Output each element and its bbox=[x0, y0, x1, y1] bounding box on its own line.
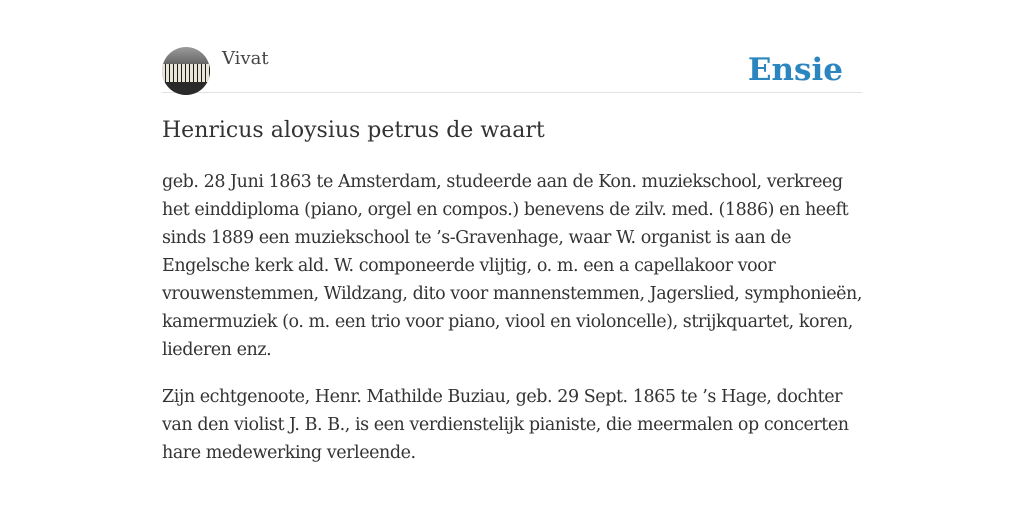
author-avatar[interactable] bbox=[162, 47, 210, 95]
article-paragraph: geb. 28 Juni 1863 te Amsterdam, studeerde aan de Kon. muziekschool, verkreeg het einddiploma (piano, orgel en compos.) benevens de zilv. med. (1886) en heeft sinds 1889 een muziekschool te ’s-Gravenhage, waar W. organist is aan de Engelsche kerk ald. W. componeerde vlijtig, o. m. een a capellakoor voor vrouwenstemmen, Wildzang, dito voor mannenstemmen, Jagerslied, symphonieën, kamermuziek (o. m. een trio voor piano, viool en violoncelle), strijkquartet, koren, liederen enz. bbox=[162, 172, 862, 360]
piano-keys-icon bbox=[162, 64, 210, 82]
header bbox=[162, 46, 862, 93]
brand-logo[interactable]: Ensie bbox=[747, 52, 843, 88]
article-paragraph: Zijn echtgenoote, Henr. Mathilde Buziau, geb. 29 Sept. 1865 te ’s Hage, dochter van den violist J. B. B., is een verdienstelijk pianiste, die meermalen op concerten hare medewerking verleende. bbox=[162, 387, 849, 463]
avatar-shade bbox=[162, 82, 210, 95]
author-name[interactable]: Vivat bbox=[222, 48, 269, 69]
article-body bbox=[162, 168, 867, 486]
article-title: Henricus aloysius petrus de waart bbox=[162, 118, 545, 143]
